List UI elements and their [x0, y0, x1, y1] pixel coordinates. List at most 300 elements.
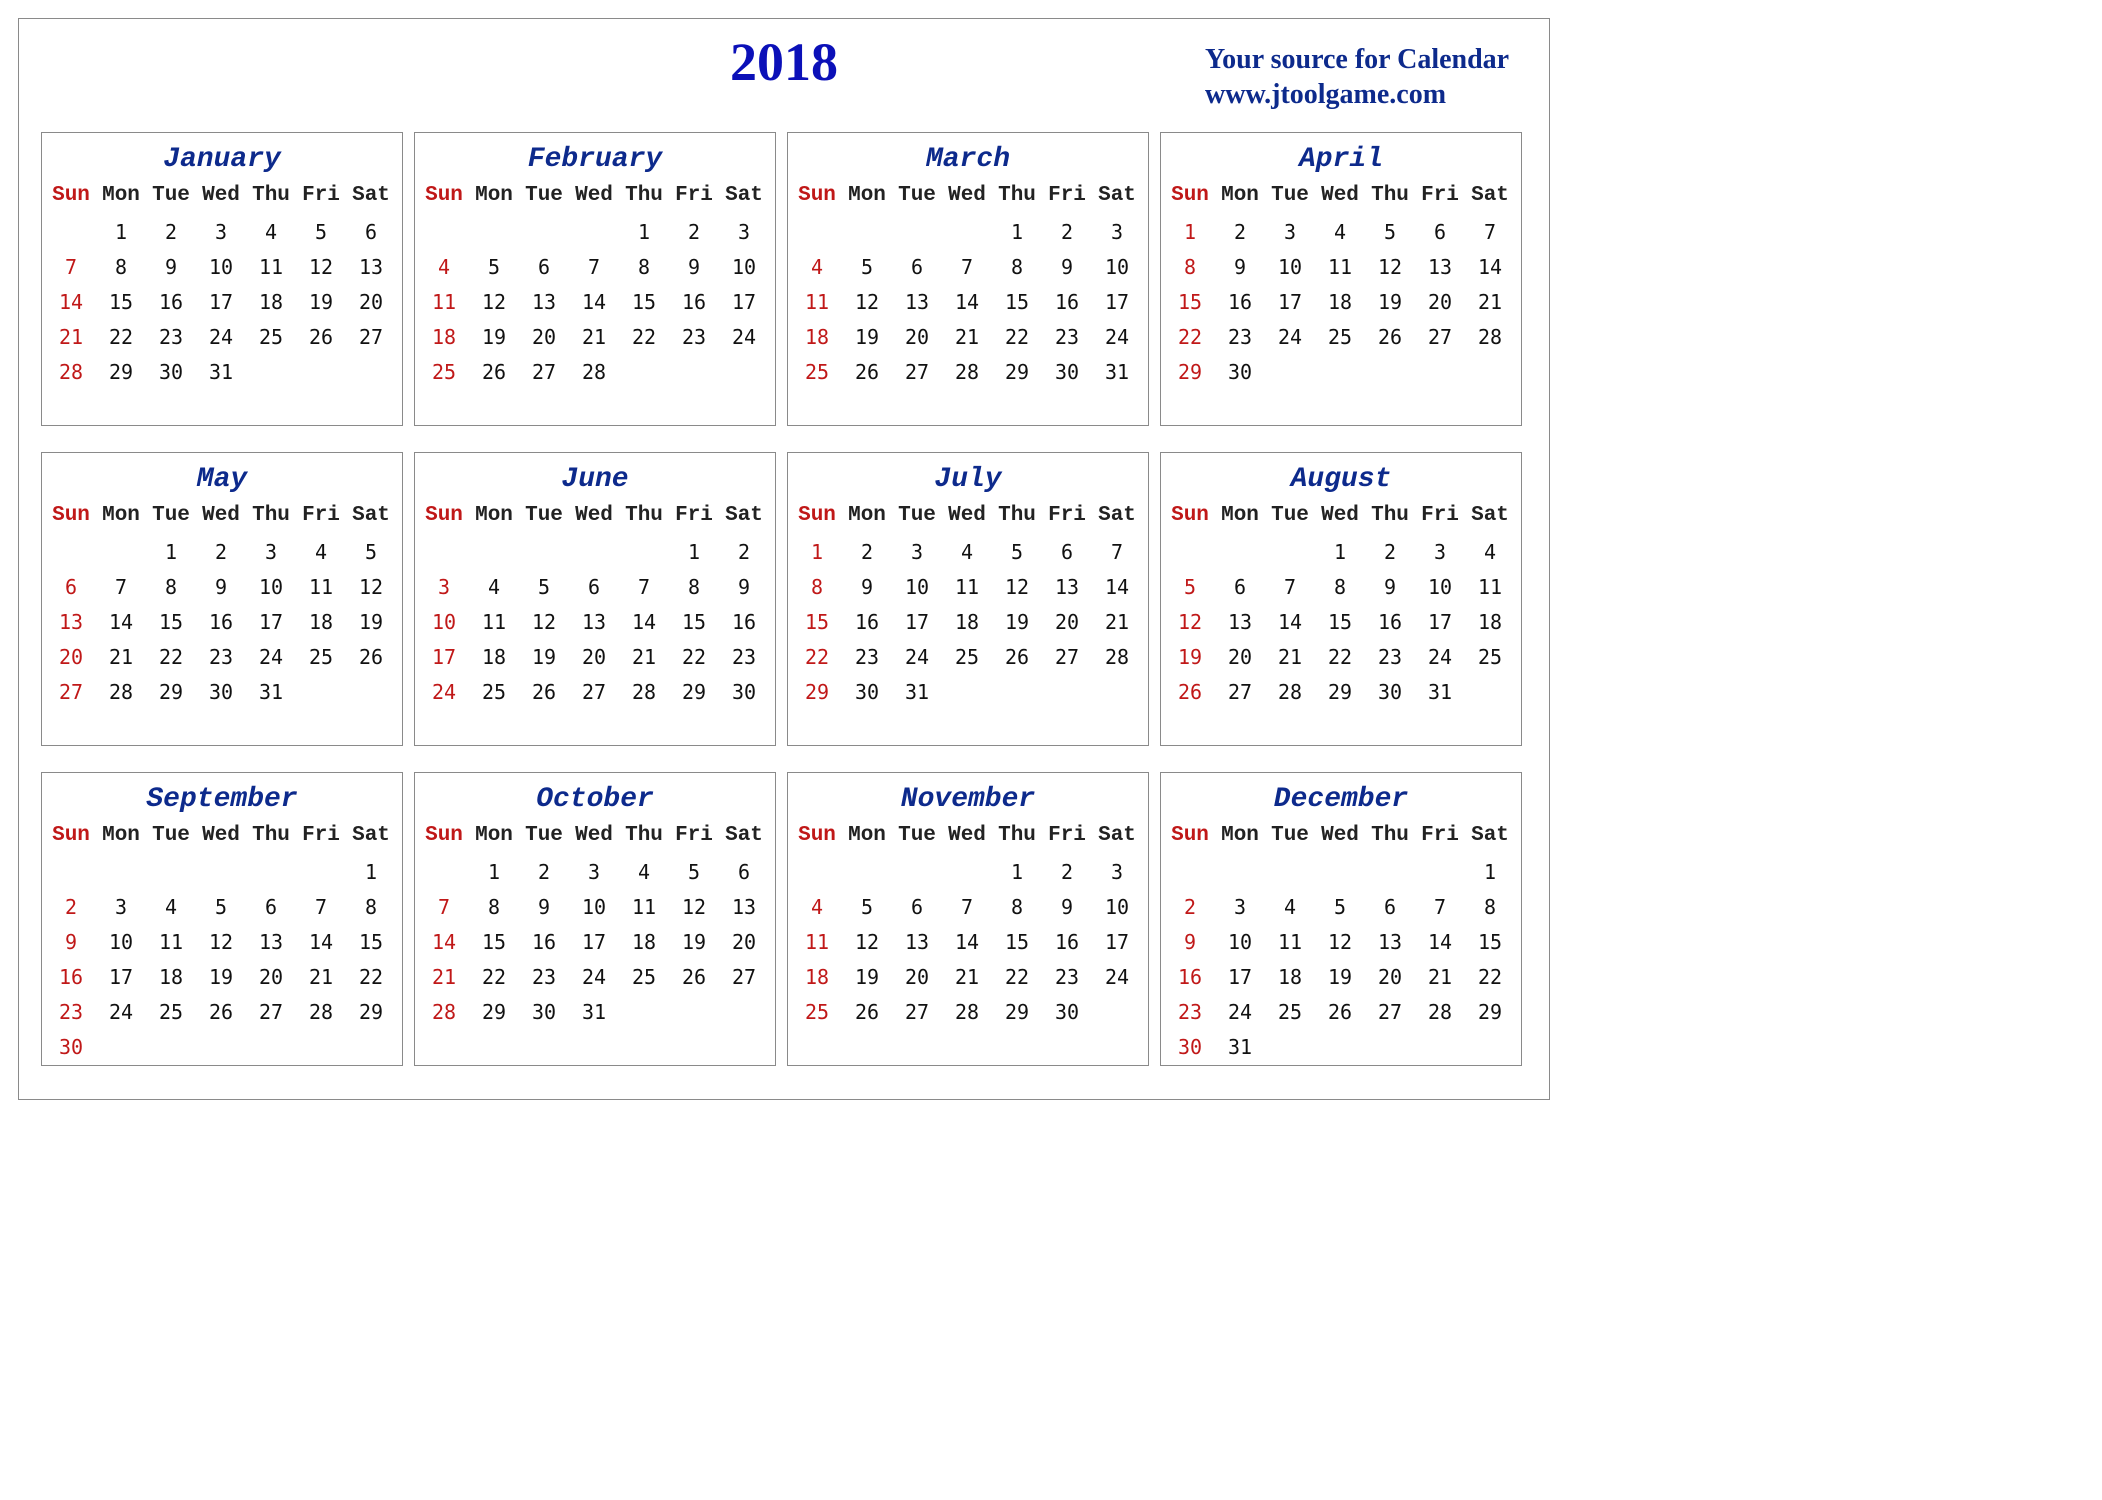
date-cell: 6 — [537, 255, 551, 279]
date-cell: 16 — [1054, 290, 1080, 314]
date-cell: 8 — [1010, 255, 1024, 279]
date-cell: 24 — [258, 645, 284, 669]
sunday-date: 8 — [1183, 255, 1197, 279]
sunday-date: 14 — [58, 290, 84, 314]
date-cell: 27 — [1377, 1000, 1403, 1024]
date-cell: 17 — [1104, 930, 1130, 954]
date-cell: 7 — [314, 895, 328, 919]
weekday-header-mon: Mon — [475, 184, 513, 207]
weekday-header-mon: Mon — [848, 184, 886, 207]
date-cell: 24 — [1104, 325, 1130, 349]
month-name: November — [900, 784, 1036, 815]
sunday-date: 21 — [431, 965, 457, 989]
month-name: August — [1290, 464, 1392, 495]
weekday-header-wed: Wed — [1321, 824, 1359, 847]
date-cell: 20 — [1427, 290, 1453, 314]
date-cell: 29 — [681, 680, 707, 704]
weekday-header-fri: Fri — [675, 184, 713, 207]
date-cell: 2 — [164, 220, 178, 244]
date-cell: 23 — [1054, 965, 1080, 989]
date-cell: 2 — [214, 540, 228, 564]
weekday-header-fri: Fri — [675, 824, 713, 847]
date-cell: 28 — [1427, 1000, 1453, 1024]
date-cell: 3 — [587, 860, 601, 884]
date-cell: 9 — [860, 575, 874, 599]
weekday-header-sat: Sat — [352, 184, 390, 207]
date-cell: 9 — [1383, 575, 1397, 599]
date-cell: 23 — [731, 645, 757, 669]
date-cell: 12 — [531, 610, 557, 634]
date-cell: 14 — [581, 290, 607, 314]
date-cell: 30 — [1377, 680, 1403, 704]
date-cell: 24 — [1227, 1000, 1253, 1024]
date-cell: 30 — [1054, 1000, 1080, 1024]
date-cell: 15 — [1004, 290, 1030, 314]
date-cell: 26 — [308, 325, 334, 349]
date-cell: 12 — [358, 575, 384, 599]
weekday-header-wed: Wed — [1321, 504, 1359, 527]
date-cell: 8 — [487, 895, 501, 919]
weekday-header-fri: Fri — [302, 504, 340, 527]
sunday-date: 22 — [1177, 325, 1203, 349]
date-cell: 21 — [1427, 965, 1453, 989]
date-cell: 4 — [314, 540, 328, 564]
weekday-header-tue: Tue — [1271, 504, 1309, 527]
date-cell: 25 — [1277, 1000, 1303, 1024]
date-cell: 27 — [1427, 325, 1453, 349]
sunday-date: 19 — [1177, 645, 1203, 669]
date-cell: 14 — [1104, 575, 1130, 599]
date-cell: 18 — [481, 645, 507, 669]
date-cell: 14 — [631, 610, 657, 634]
sunday-date: 29 — [1177, 360, 1203, 384]
weekday-header-mon: Mon — [1221, 504, 1259, 527]
date-cell: 14 — [108, 610, 134, 634]
date-cell: 9 — [1060, 895, 1074, 919]
weekday-header-fri: Fri — [675, 504, 713, 527]
date-cell: 17 — [731, 290, 757, 314]
date-cell: 6 — [1383, 895, 1397, 919]
date-cell: 9 — [1060, 255, 1074, 279]
date-cell: 5 — [537, 575, 551, 599]
weekday-header-wed: Wed — [202, 824, 240, 847]
sunday-date: 26 — [1177, 680, 1203, 704]
month-april — [1160, 132, 1522, 426]
date-cell: 23 — [1054, 325, 1080, 349]
date-cell: 19 — [854, 965, 880, 989]
date-cell: 27 — [258, 1000, 284, 1024]
date-cell: 19 — [681, 930, 707, 954]
date-cell: 13 — [904, 930, 930, 954]
month-name: October — [536, 784, 654, 815]
date-cell: 28 — [954, 360, 980, 384]
weekday-header-sun: Sun — [798, 184, 836, 207]
date-cell: 10 — [1227, 930, 1253, 954]
date-cell: 11 — [308, 575, 334, 599]
month-name: July — [934, 464, 1002, 495]
weekday-header-thu: Thu — [625, 504, 663, 527]
date-cell: 29 — [358, 1000, 384, 1024]
date-cell: 22 — [681, 645, 707, 669]
weekday-header-wed: Wed — [202, 504, 240, 527]
sunday-date: 23 — [58, 1000, 84, 1024]
date-cell: 1 — [114, 220, 128, 244]
date-cell: 4 — [637, 860, 651, 884]
date-cell: 5 — [1383, 220, 1397, 244]
sunday-date: 9 — [1183, 930, 1197, 954]
sunday-date: 22 — [804, 645, 830, 669]
date-cell: 18 — [1277, 965, 1303, 989]
sunday-date: 5 — [1183, 575, 1197, 599]
date-cell: 19 — [531, 645, 557, 669]
date-cell: 28 — [1277, 680, 1303, 704]
weekday-header-mon: Mon — [848, 824, 886, 847]
date-cell: 6 — [587, 575, 601, 599]
date-cell: 25 — [1477, 645, 1503, 669]
date-cell: 9 — [537, 895, 551, 919]
date-cell: 20 — [258, 965, 284, 989]
date-cell: 24 — [731, 325, 757, 349]
date-cell: 27 — [731, 965, 757, 989]
date-cell: 22 — [1327, 645, 1353, 669]
date-cell: 27 — [581, 680, 607, 704]
date-cell: 27 — [904, 360, 930, 384]
date-cell: 13 — [1054, 575, 1080, 599]
tagline: Your source for Calendar — [1205, 44, 1510, 75]
date-cell: 30 — [1227, 360, 1253, 384]
sunday-date: 3 — [437, 575, 451, 599]
date-cell: 13 — [531, 290, 557, 314]
date-cell: 17 — [581, 930, 607, 954]
date-cell: 10 — [1277, 255, 1303, 279]
date-cell: 25 — [258, 325, 284, 349]
weekday-header-mon: Mon — [475, 504, 513, 527]
date-cell: 1 — [364, 860, 378, 884]
weekday-header-sun: Sun — [425, 184, 463, 207]
date-cell: 30 — [531, 1000, 557, 1024]
date-cell: 9 — [687, 255, 701, 279]
date-cell: 19 — [1377, 290, 1403, 314]
date-cell: 15 — [1477, 930, 1503, 954]
date-cell: 1 — [487, 860, 501, 884]
date-cell: 20 — [731, 930, 757, 954]
date-cell: 25 — [954, 645, 980, 669]
date-cell: 8 — [114, 255, 128, 279]
weekday-header-sun: Sun — [425, 824, 463, 847]
date-cell: 17 — [208, 290, 234, 314]
weekday-header-tue: Tue — [525, 184, 563, 207]
date-cell: 19 — [1327, 965, 1353, 989]
date-cell: 15 — [158, 610, 184, 634]
date-cell: 22 — [481, 965, 507, 989]
date-cell: 19 — [358, 610, 384, 634]
weekday-header-sun: Sun — [425, 504, 463, 527]
date-cell: 12 — [481, 290, 507, 314]
sunday-date: 18 — [804, 965, 830, 989]
date-cell: 6 — [1233, 575, 1247, 599]
month-name: April — [1298, 144, 1383, 175]
date-cell: 1 — [637, 220, 651, 244]
sunday-date: 2 — [1183, 895, 1197, 919]
sunday-date: 25 — [431, 360, 457, 384]
date-cell: 31 — [581, 1000, 607, 1024]
date-cell: 7 — [1110, 540, 1124, 564]
date-cell: 22 — [1004, 965, 1030, 989]
date-cell: 14 — [1427, 930, 1453, 954]
year-title: 2018 — [730, 32, 838, 92]
date-cell: 8 — [1333, 575, 1347, 599]
sunday-date: 24 — [431, 680, 457, 704]
date-cell: 5 — [860, 895, 874, 919]
date-cell: 7 — [587, 255, 601, 279]
date-cell: 19 — [1004, 610, 1030, 634]
date-cell: 4 — [960, 540, 974, 564]
sunday-date: 28 — [431, 1000, 457, 1024]
sunday-date: 30 — [58, 1035, 84, 1059]
date-cell: 15 — [358, 930, 384, 954]
date-cell: 5 — [687, 860, 701, 884]
date-cell: 11 — [158, 930, 184, 954]
month-name: September — [146, 784, 298, 815]
weekday-header-sun: Sun — [52, 504, 90, 527]
sunday-date: 21 — [58, 325, 84, 349]
date-cell: 10 — [208, 255, 234, 279]
date-cell: 1 — [1010, 860, 1024, 884]
sunday-date: 10 — [431, 610, 457, 634]
sunday-date: 7 — [437, 895, 451, 919]
date-cell: 17 — [1277, 290, 1303, 314]
weekday-header-thu: Thu — [252, 184, 290, 207]
weekday-header-thu: Thu — [625, 184, 663, 207]
date-cell: 26 — [854, 1000, 880, 1024]
sunday-date: 29 — [804, 680, 830, 704]
date-cell: 24 — [581, 965, 607, 989]
weekday-header-tue: Tue — [152, 824, 190, 847]
sunday-date: 13 — [58, 610, 84, 634]
date-cell: 25 — [631, 965, 657, 989]
date-cell: 5 — [1333, 895, 1347, 919]
date-cell: 10 — [258, 575, 284, 599]
weekday-header-tue: Tue — [898, 184, 936, 207]
month-october — [414, 772, 776, 1066]
weekday-header-fri: Fri — [1048, 184, 1086, 207]
date-cell: 30 — [854, 680, 880, 704]
date-cell: 17 — [904, 610, 930, 634]
date-cell: 11 — [1477, 575, 1503, 599]
date-cell: 23 — [681, 325, 707, 349]
weekday-header-fri: Fri — [1421, 824, 1459, 847]
weekday-header-sat: Sat — [725, 824, 763, 847]
date-cell: 27 — [358, 325, 384, 349]
date-cell: 2 — [1060, 860, 1074, 884]
date-cell: 7 — [637, 575, 651, 599]
date-cell: 2 — [687, 220, 701, 244]
date-cell: 20 — [904, 965, 930, 989]
date-cell: 8 — [1483, 895, 1497, 919]
date-cell: 29 — [1004, 360, 1030, 384]
date-cell: 4 — [487, 575, 501, 599]
date-cell: 16 — [681, 290, 707, 314]
date-cell: 18 — [1327, 290, 1353, 314]
date-cell: 22 — [108, 325, 134, 349]
month-may — [41, 452, 403, 746]
month-august — [1160, 452, 1522, 746]
date-cell: 1 — [1333, 540, 1347, 564]
date-cell: 26 — [1004, 645, 1030, 669]
date-cell: 8 — [637, 255, 651, 279]
weekday-header-sun: Sun — [1171, 504, 1209, 527]
weekday-header-thu: Thu — [998, 504, 1036, 527]
month-november — [787, 772, 1149, 1066]
sunday-date: 30 — [1177, 1035, 1203, 1059]
date-cell: 15 — [631, 290, 657, 314]
sunday-date: 16 — [1177, 965, 1203, 989]
date-cell: 13 — [1227, 610, 1253, 634]
date-cell: 2 — [737, 540, 751, 564]
date-cell: 1 — [687, 540, 701, 564]
date-cell: 17 — [1104, 290, 1130, 314]
sunday-date: 18 — [431, 325, 457, 349]
date-cell: 9 — [1233, 255, 1247, 279]
sunday-date: 6 — [64, 575, 78, 599]
weekday-header-fri: Fri — [1048, 504, 1086, 527]
date-cell: 21 — [1277, 645, 1303, 669]
date-cell: 11 — [954, 575, 980, 599]
date-cell: 24 — [1104, 965, 1130, 989]
weekday-header-fri: Fri — [1421, 184, 1459, 207]
weekday-header-wed: Wed — [202, 184, 240, 207]
date-cell: 7 — [1483, 220, 1497, 244]
date-cell: 13 — [358, 255, 384, 279]
date-cell: 6 — [737, 860, 751, 884]
weekday-header-thu: Thu — [252, 504, 290, 527]
weekday-header-thu: Thu — [252, 824, 290, 847]
month-name: January — [163, 144, 281, 175]
date-cell: 7 — [960, 255, 974, 279]
date-cell: 7 — [114, 575, 128, 599]
date-cell: 22 — [1004, 325, 1030, 349]
date-cell: 29 — [158, 680, 184, 704]
date-cell: 20 — [358, 290, 384, 314]
date-cell: 5 — [214, 895, 228, 919]
weekday-header-sun: Sun — [798, 824, 836, 847]
weekday-header-wed: Wed — [575, 184, 613, 207]
date-cell: 29 — [481, 1000, 507, 1024]
date-cell: 21 — [954, 325, 980, 349]
date-cell: 22 — [1477, 965, 1503, 989]
weekday-header-tue: Tue — [1271, 824, 1309, 847]
date-cell: 30 — [208, 680, 234, 704]
date-cell: 24 — [1427, 645, 1453, 669]
sunday-date: 23 — [1177, 1000, 1203, 1024]
date-cell: 12 — [854, 290, 880, 314]
date-cell: 14 — [1277, 610, 1303, 634]
sunday-date: 25 — [804, 360, 830, 384]
weekday-header-tue: Tue — [1271, 184, 1309, 207]
weekday-header-sat: Sat — [1471, 184, 1509, 207]
sunday-date: 27 — [58, 680, 84, 704]
date-cell: 12 — [854, 930, 880, 954]
date-cell: 3 — [1110, 220, 1124, 244]
date-cell: 24 — [904, 645, 930, 669]
date-cell: 21 — [631, 645, 657, 669]
weekday-header-thu: Thu — [998, 184, 1036, 207]
weekday-header-fri: Fri — [302, 824, 340, 847]
date-cell: 26 — [358, 645, 384, 669]
date-cell: 4 — [1283, 895, 1297, 919]
date-cell: 22 — [631, 325, 657, 349]
weekday-header-thu: Thu — [1371, 824, 1409, 847]
date-cell: 13 — [731, 895, 757, 919]
date-cell: 2 — [1383, 540, 1397, 564]
date-cell: 8 — [364, 895, 378, 919]
date-cell: 12 — [308, 255, 334, 279]
date-cell: 3 — [737, 220, 751, 244]
weekday-header-mon: Mon — [1221, 824, 1259, 847]
sunday-date: 11 — [804, 930, 830, 954]
date-cell: 18 — [258, 290, 284, 314]
website-link[interactable]: www.jtoolgame.com — [1205, 79, 1447, 110]
date-cell: 20 — [1227, 645, 1253, 669]
date-cell: 15 — [481, 930, 507, 954]
weekday-header-sat: Sat — [725, 504, 763, 527]
date-cell: 15 — [108, 290, 134, 314]
date-cell: 10 — [1104, 255, 1130, 279]
weekday-header-wed: Wed — [948, 184, 986, 207]
date-cell: 21 — [1477, 290, 1503, 314]
month-july — [787, 452, 1149, 746]
date-cell: 6 — [364, 220, 378, 244]
date-cell: 21 — [108, 645, 134, 669]
weekday-header-sat: Sat — [725, 184, 763, 207]
date-cell: 17 — [108, 965, 134, 989]
date-cell: 20 — [531, 325, 557, 349]
date-cell: 1 — [1010, 220, 1024, 244]
date-cell: 6 — [264, 895, 278, 919]
date-cell: 11 — [631, 895, 657, 919]
date-cell: 30 — [1054, 360, 1080, 384]
sunday-date: 16 — [58, 965, 84, 989]
date-cell: 19 — [854, 325, 880, 349]
date-cell: 17 — [258, 610, 284, 634]
month-june — [414, 452, 776, 746]
date-cell: 12 — [681, 895, 707, 919]
date-cell: 16 — [1377, 610, 1403, 634]
weekday-header-tue: Tue — [525, 824, 563, 847]
date-cell: 13 — [581, 610, 607, 634]
date-cell: 9 — [737, 575, 751, 599]
sunday-date: 1 — [810, 540, 824, 564]
date-cell: 18 — [1477, 610, 1503, 634]
month-march — [787, 132, 1149, 426]
date-cell: 17 — [1427, 610, 1453, 634]
weekday-header-sun: Sun — [52, 184, 90, 207]
date-cell: 28 — [108, 680, 134, 704]
date-cell: 12 — [1327, 930, 1353, 954]
sunday-date: 11 — [804, 290, 830, 314]
sunday-date: 15 — [1177, 290, 1203, 314]
date-cell: 24 — [208, 325, 234, 349]
sunday-date: 7 — [64, 255, 78, 279]
date-cell: 13 — [904, 290, 930, 314]
weekday-header-sun: Sun — [52, 824, 90, 847]
weekday-header-sat: Sat — [1098, 824, 1136, 847]
date-cell: 6 — [1060, 540, 1074, 564]
date-cell: 1 — [164, 540, 178, 564]
date-cell: 3 — [264, 540, 278, 564]
date-cell: 28 — [308, 1000, 334, 1024]
date-cell: 21 — [308, 965, 334, 989]
